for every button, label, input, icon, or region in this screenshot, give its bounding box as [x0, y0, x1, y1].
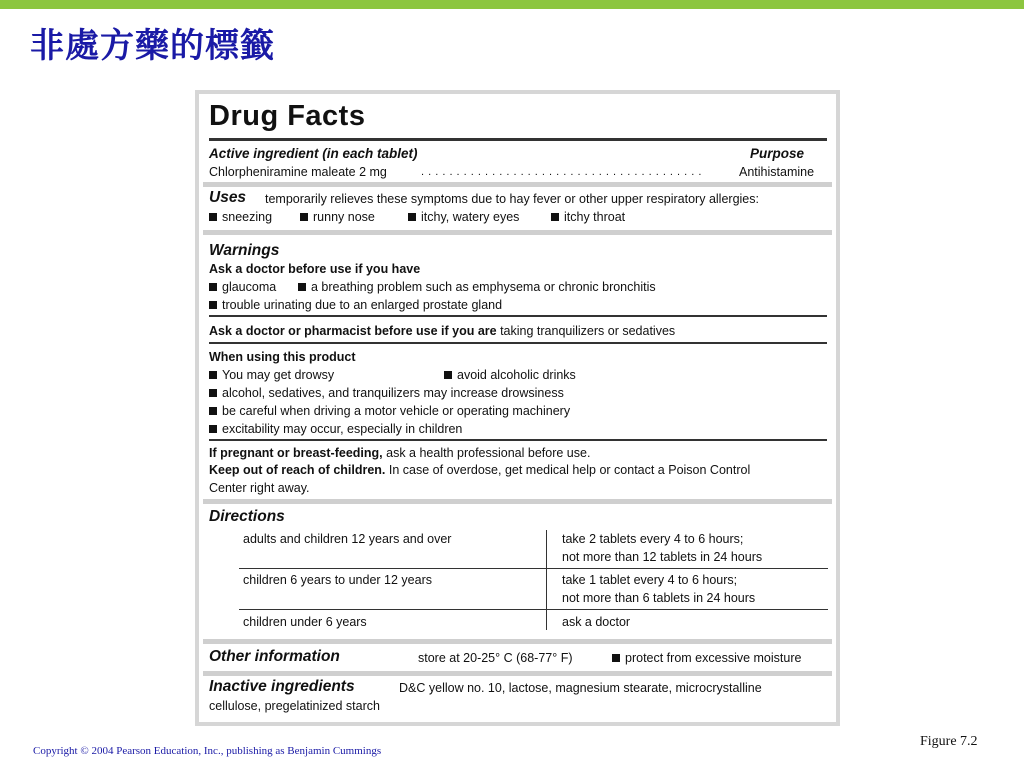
pregnant-warning: If pregnant or breast-feeding, ask a health professional before use.	[209, 446, 591, 460]
section-divider	[203, 182, 832, 187]
use-item: itchy throat	[551, 209, 625, 225]
other-info-store: store at 20-25° C (68-77° F)	[418, 651, 573, 665]
ingredient-name: Chlorpheniramine maleate 2 mg	[209, 165, 387, 179]
directions-dose: take 2 tablets every 4 to 6 hours;	[562, 532, 744, 546]
section-divider	[203, 230, 832, 235]
drug-facts-panel	[199, 94, 836, 722]
warning-item: be careful when driving a motor vehicle or operating machinery	[209, 403, 570, 419]
slide-title: 非處方藥的標籤	[30, 26, 275, 66]
directions-dose: ask a doctor	[562, 615, 631, 629]
directions-dose: not more than 6 tablets in 24 hours	[562, 591, 756, 605]
ask-pharmacist: Ask a doctor or pharmacist before use if you are taking tranquilizers or sedatives	[209, 324, 676, 338]
divider	[209, 315, 827, 317]
warning-item: alcohol, sedatives, and tranquilizers may increase drowsiness	[209, 385, 564, 401]
copyright-footer: Copyright © 2004 Pearson Education, Inc., publishing as Benjamin Cummings	[33, 745, 382, 757]
section-divider	[203, 639, 832, 644]
bullet-icon	[209, 213, 217, 221]
inactive-heading: Inactive ingredients	[209, 678, 355, 695]
divider	[209, 439, 827, 441]
warning-item: glaucoma	[209, 279, 276, 295]
directions-row-divider	[239, 568, 828, 569]
warning-item: a breathing problem such as emphysema or chronic bronchitis	[298, 279, 656, 295]
section-divider	[203, 671, 832, 676]
ask-doctor-heading: Ask a doctor before use if you have	[209, 262, 421, 276]
bullet-icon	[300, 213, 308, 221]
bullet-icon	[209, 371, 217, 379]
bullet-icon	[298, 283, 306, 291]
warning-item: avoid alcoholic drinks	[444, 367, 576, 383]
bullet-icon	[551, 213, 559, 221]
inactive-text-cont: cellulose, pregelatinized starch	[209, 699, 380, 713]
top-accent-bar	[0, 0, 1024, 9]
warning-item: trouble urinating due to an enlarged prostate gland	[209, 297, 502, 313]
when-using-heading: When using this product	[209, 350, 356, 364]
uses-text: temporarily relieves these symptoms due to hay fever or other upper respiratory allergies:	[265, 192, 759, 206]
use-item: itchy, watery eyes	[408, 209, 519, 225]
directions-heading: Directions	[209, 508, 285, 525]
directions-who: adults and children 12 years and over	[243, 532, 452, 546]
keep-out-warning-cont: Center right away.	[209, 481, 310, 495]
keep-out-warning: Keep out of reach of children. In case of overdose, get medical help or contact a Poison Control	[209, 463, 751, 477]
directions-dose: not more than 12 tablets in 24 hours	[562, 550, 763, 564]
bullet-icon	[209, 407, 217, 415]
figure-label: Figure 7.2	[920, 734, 978, 749]
uses-heading: Uses	[209, 189, 247, 206]
purpose-heading: Purpose	[750, 146, 805, 161]
warning-item: excitability may occur, especially in children	[209, 421, 462, 437]
bullet-icon	[209, 283, 217, 291]
bullet-icon	[209, 425, 217, 433]
inactive-text: D&C yellow no. 10, lactose, magnesium stearate, microcrystalline	[399, 681, 762, 695]
leader-dots: . . . . . . . . . . . . . . . . . . . . . . . . . . . . . . . . . . . . . . . .	[421, 166, 702, 178]
use-item: sneezing	[209, 209, 272, 225]
directions-who: children 6 years to under 12 years	[243, 573, 432, 587]
drug-facts-label	[195, 90, 840, 726]
directions-who: children under 6 years	[243, 615, 367, 629]
divider	[209, 342, 827, 344]
directions-dose: take 1 tablet every 4 to 6 hours;	[562, 573, 738, 587]
divider	[209, 138, 827, 141]
use-item: runny nose	[300, 209, 375, 225]
drug-facts-header: Drug Facts	[209, 100, 366, 132]
directions-row-divider	[239, 609, 828, 610]
warnings-heading: Warnings	[209, 242, 280, 259]
bullet-icon	[612, 654, 620, 662]
bullet-icon	[209, 301, 217, 309]
bullet-icon	[408, 213, 416, 221]
other-info-heading: Other information	[209, 648, 340, 665]
other-info-protect: protect from excessive moisture	[612, 650, 801, 666]
section-divider	[203, 499, 832, 504]
directions-column-divider	[546, 530, 547, 630]
bullet-icon	[209, 389, 217, 397]
active-ingredient-heading: Active ingredient (in each tablet)	[209, 146, 418, 161]
ingredient-purpose: Antihistamine	[739, 165, 815, 179]
warning-item: You may get drowsy	[209, 367, 334, 383]
bullet-icon	[444, 371, 452, 379]
